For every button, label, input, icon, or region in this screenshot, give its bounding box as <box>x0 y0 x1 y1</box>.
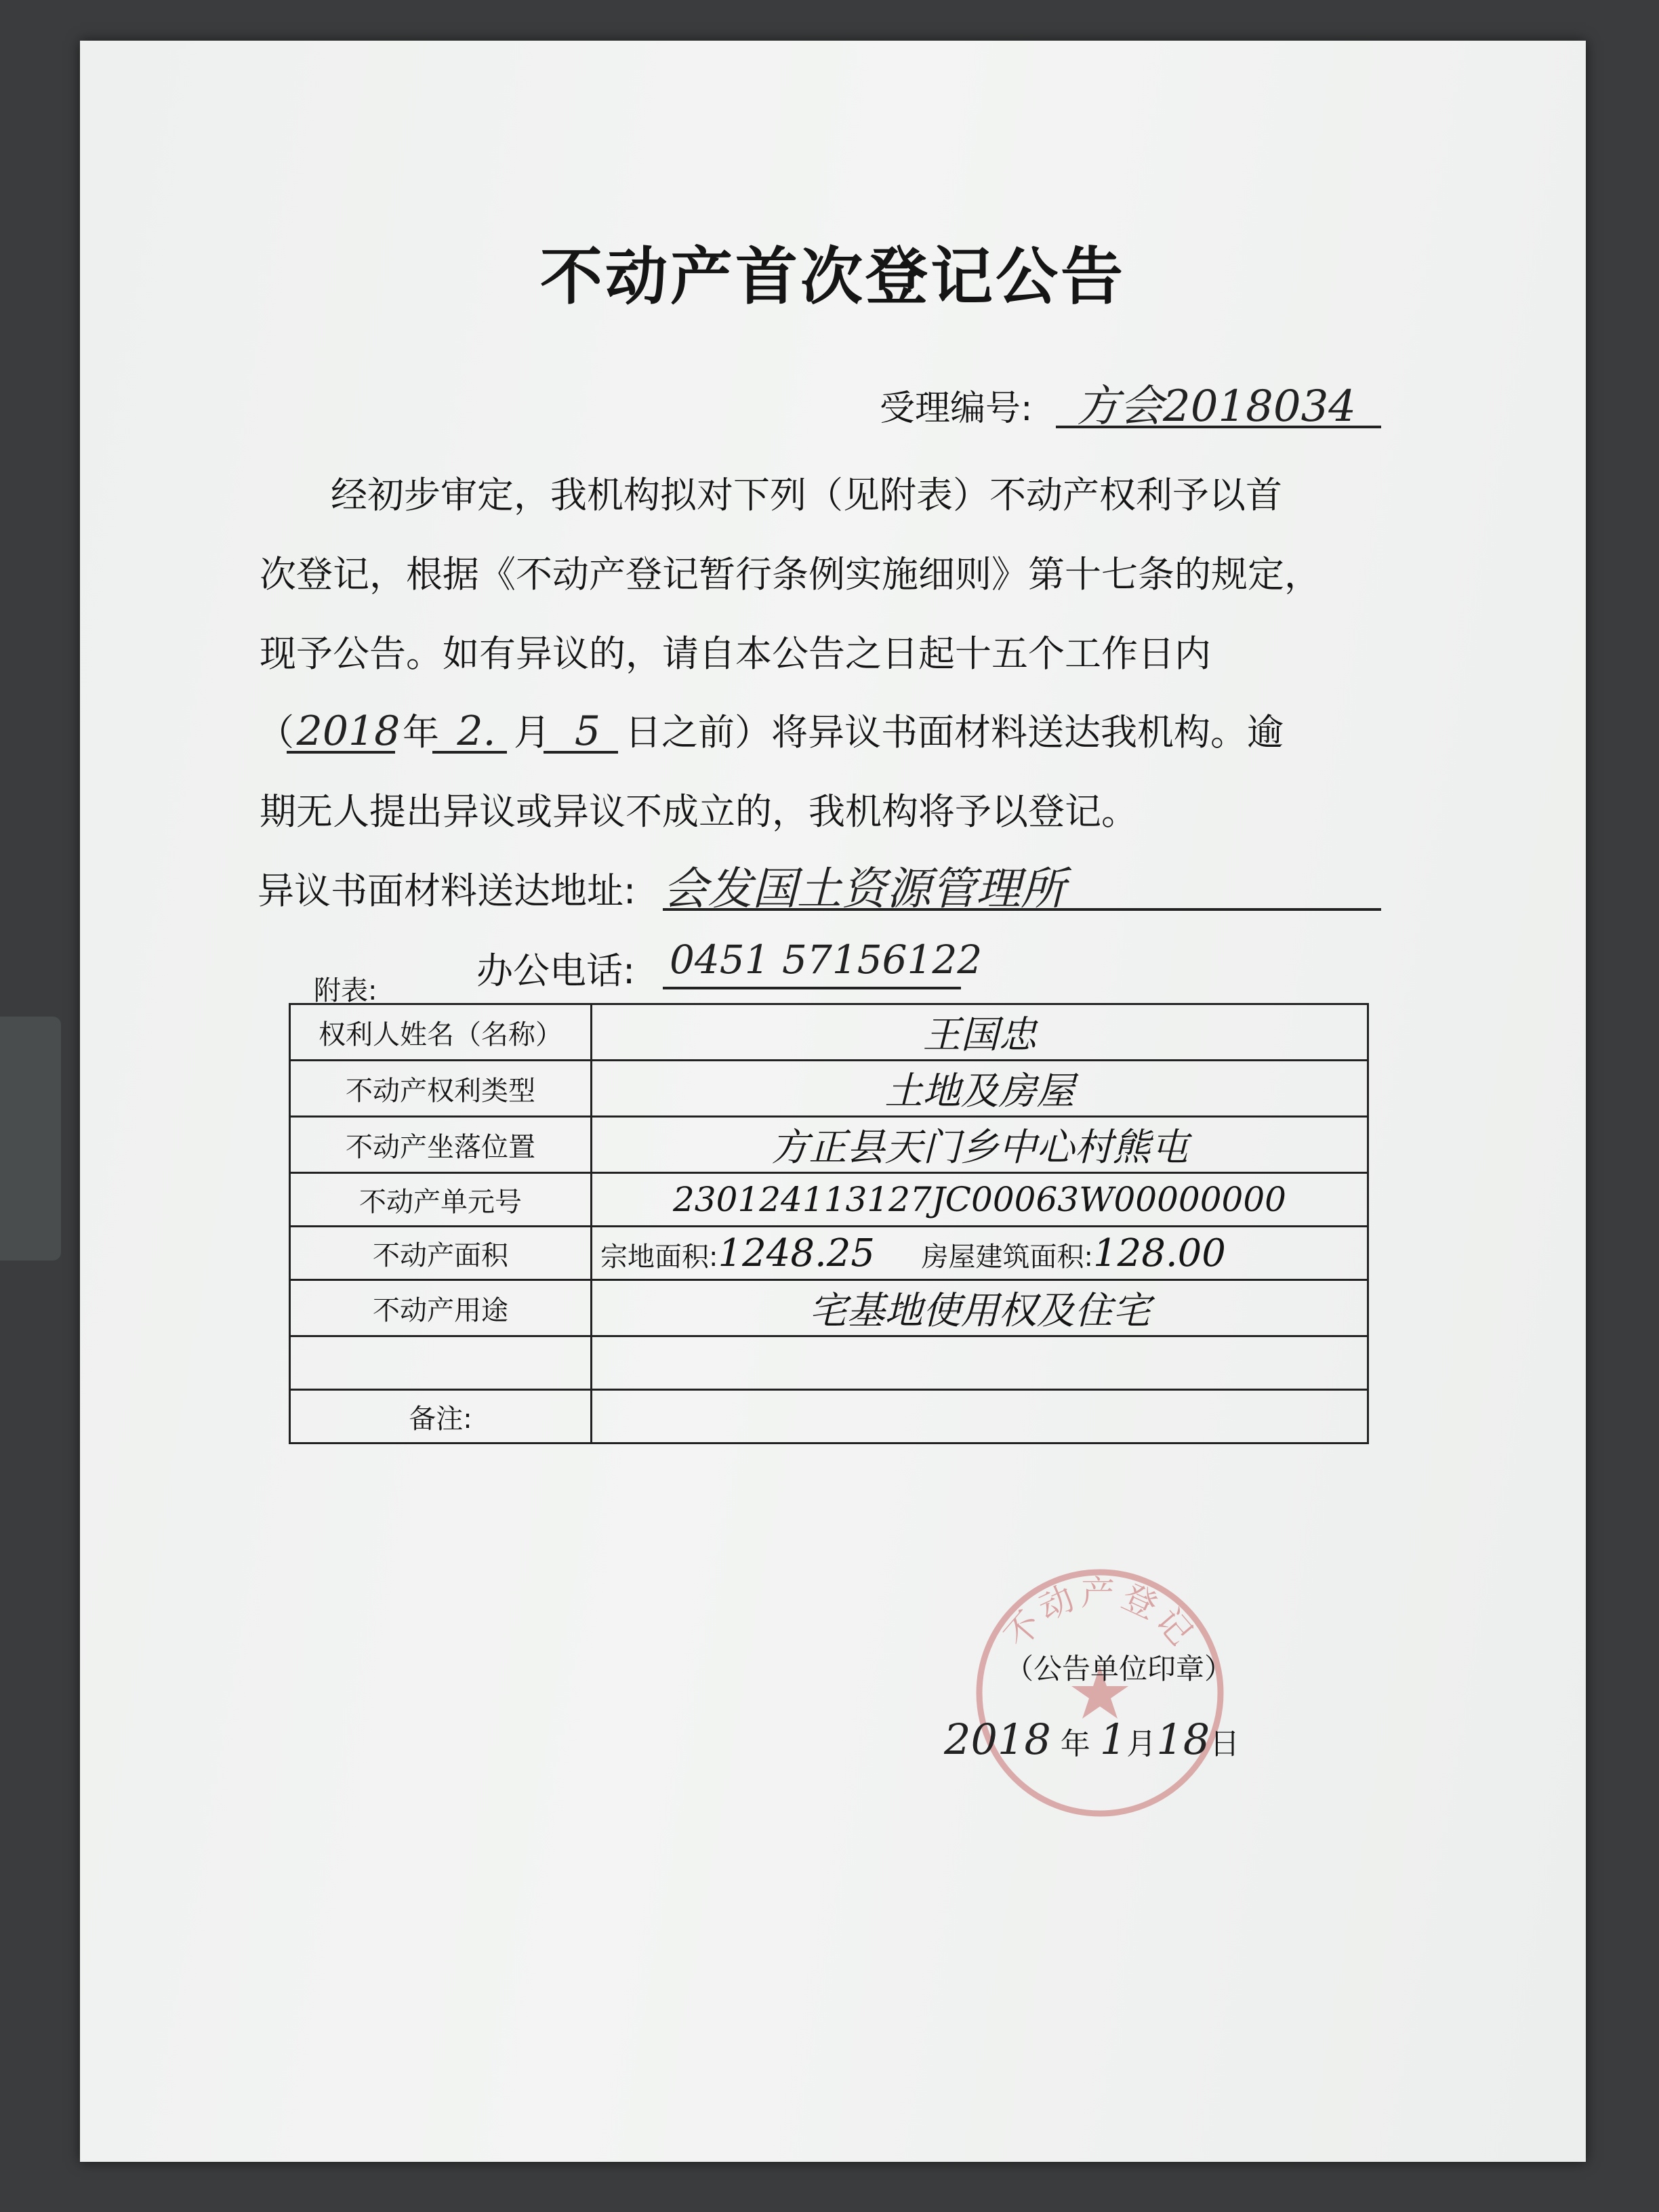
attachment-label: 附表: <box>314 975 377 1006</box>
paragraph-line-2: 次登记，根据《不动产登记暂行条例实施细则》第十七条的规定， <box>260 553 1321 596</box>
address-underline <box>663 908 1381 911</box>
issue-date <box>944 1715 1240 1764</box>
year-char: 年 <box>403 711 439 754</box>
paragraph-line-4-tail: 日之前）将异议书面材料送达我机构。逾 <box>625 711 1284 754</box>
table-row <box>290 1227 1368 1280</box>
issue-day-char: 日 <box>1210 1727 1240 1761</box>
issue-year: 2018 <box>944 1715 1051 1764</box>
address-label: 异议书面材料送达地址: <box>258 869 636 912</box>
document-title: 不动产首次登记公告 <box>539 241 1126 313</box>
acceptance-number-label: 受理编号: <box>880 388 1033 429</box>
paren-open: （ <box>258 711 294 754</box>
acceptance-number-underline <box>1056 426 1381 428</box>
scanner-lid-edge <box>0 1017 61 1261</box>
svg-text:不动产登记 <box>997 1574 1203 1655</box>
deadline-year-underline <box>287 751 395 754</box>
building-area-label: 房屋建筑面积: <box>921 1241 1093 1273</box>
unit-number-label: 不动产单元号 <box>290 1173 592 1227</box>
land-area-value: 1248.25 <box>718 1231 876 1275</box>
table-row <box>290 1336 1368 1390</box>
table-row <box>290 1173 1368 1227</box>
official-seal <box>971 1564 1229 1822</box>
right-type-label: 不动产权利类型 <box>290 1061 592 1117</box>
deadline-year: 2018 <box>296 708 401 755</box>
announcement-document <box>80 41 1586 2162</box>
issue-day: 18 <box>1156 1715 1210 1764</box>
remark-label: 备注: <box>290 1390 592 1443</box>
deadline-day: 5 <box>574 708 601 755</box>
paragraph-line-5: 期无人提出异议或异议不成立的，我机构将予以登记。 <box>260 790 1138 833</box>
address-value: 会发国土资源管理所 <box>663 863 1065 915</box>
issue-month: 1 <box>1099 1715 1127 1764</box>
phone-underline <box>663 987 961 989</box>
location-value: 方正县天门乡中心村熊屯 <box>592 1117 1368 1173</box>
location-label: 不动产坐落位置 <box>290 1117 592 1173</box>
table-row <box>290 1390 1368 1443</box>
acceptance-number-value: 方会2018034 <box>1076 382 1357 432</box>
table-row <box>290 1004 1368 1061</box>
table-row <box>290 1117 1368 1173</box>
phone-value: 0451 57156122 <box>670 937 983 983</box>
deadline-month-underline <box>432 751 507 754</box>
issue-year-char: 年 <box>1060 1727 1090 1761</box>
area-label: 不动产面积 <box>290 1227 592 1280</box>
property-table <box>289 1003 1369 1444</box>
seal-text: 不动产登记 <box>997 1574 1203 1656</box>
usage-value: 宅基地使用权及住宅 <box>592 1280 1368 1336</box>
land-area-label: 宗地面积: <box>600 1241 718 1273</box>
phone-label: 办公电话: <box>476 949 636 992</box>
month-char: 月 <box>514 711 550 754</box>
table-row <box>290 1061 1368 1117</box>
paragraph-line-1: 经初步审定，我机构拟对下列（见附表）不动产权利予以首 <box>331 474 1282 516</box>
issue-month-char: 月 <box>1126 1727 1157 1761</box>
empty-label-cell <box>290 1336 592 1390</box>
holder-name-value: 王国忠 <box>592 1004 1368 1061</box>
deadline-month: 2. <box>457 708 496 755</box>
empty-value-cell <box>592 1336 1368 1390</box>
paragraph-line-3: 现予公告。如有异议的，请自本公告之日起十五个工作日内 <box>260 632 1211 675</box>
usage-label: 不动产用途 <box>290 1280 592 1336</box>
remark-value <box>592 1390 1368 1443</box>
unit-number-value: 230124113127JC00063W00000000 <box>592 1173 1368 1227</box>
deadline-day-underline <box>544 751 618 754</box>
paragraph-line-4 <box>258 703 1284 756</box>
area-values-cell <box>592 1227 1368 1280</box>
building-area-value: 128.00 <box>1092 1231 1226 1275</box>
right-type-value: 土地及房屋 <box>592 1061 1368 1117</box>
table-row <box>290 1280 1368 1336</box>
holder-name-label: 权利人姓名（名称） <box>290 1004 592 1061</box>
seal-caption: （公告单位印章） <box>1005 1652 1233 1685</box>
